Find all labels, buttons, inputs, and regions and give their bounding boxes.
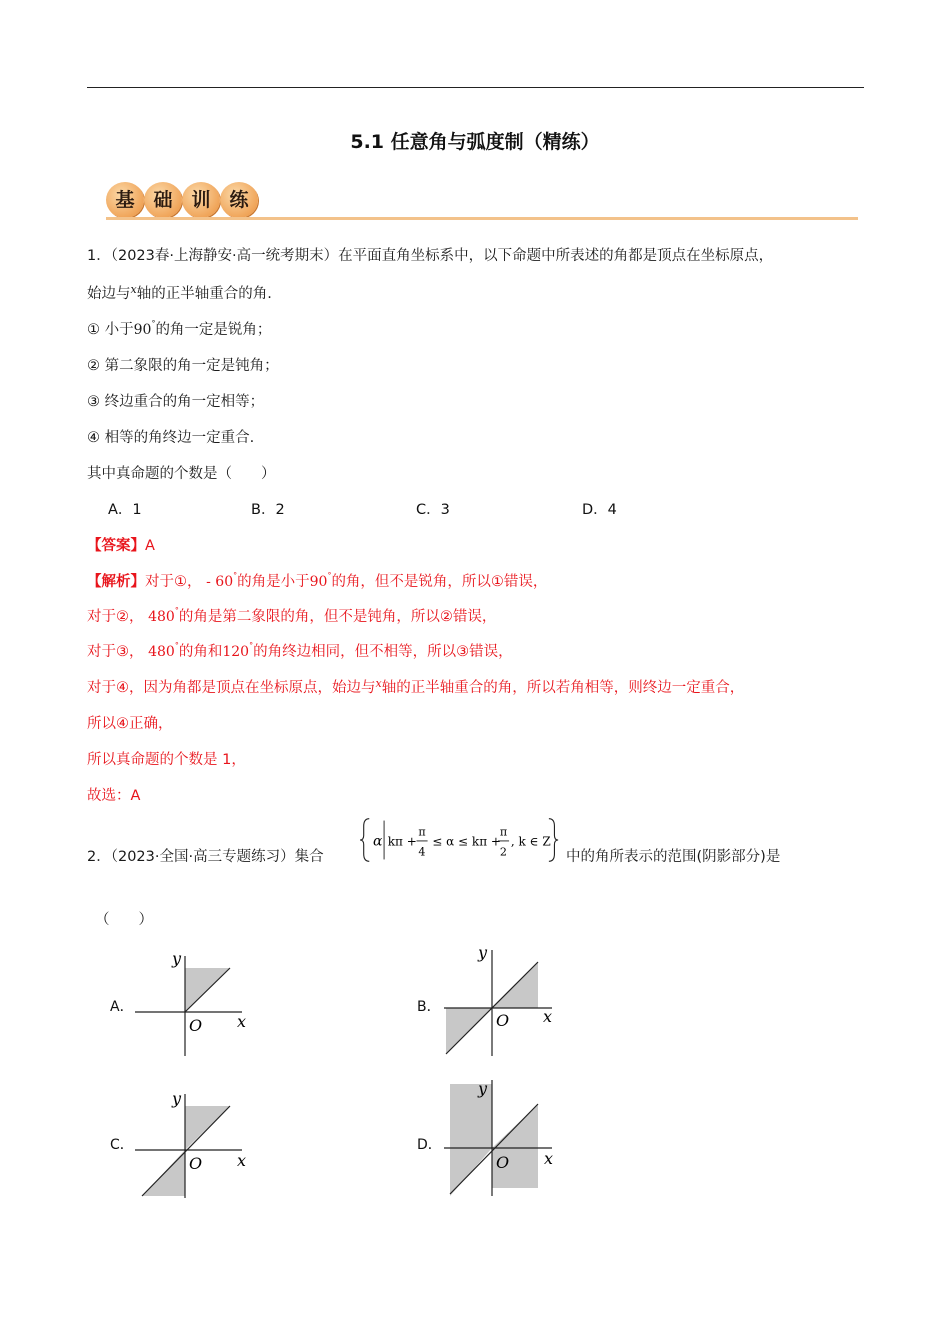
shaded-region-2 xyxy=(492,1104,538,1188)
q1-proposition-3: ③ 终边重合的角一定相等； xyxy=(87,394,265,410)
q1-option-d: D．4 xyxy=(582,502,617,518)
q1-analysis-5: 所以④正确， xyxy=(87,716,173,732)
q1-option-b: B．2 xyxy=(251,502,285,518)
q2-prefix: 2．（2023·全国·高三专题练习）集合 xyxy=(87,849,324,865)
header-rule xyxy=(87,87,864,88)
y-label: y xyxy=(172,949,182,968)
q1-stem-line2: 始边与$^x$轴的正半轴重合的角. xyxy=(87,283,272,302)
q1-analysis-3: 对于③， 480°的角和120°的角终边相同，但不相等，所以③错误， xyxy=(87,641,513,660)
figure-c-label: C． xyxy=(110,1137,134,1153)
q1-analysis-4: 对于④，因为角都是顶点在坐标原点，始边与$^x$轴的正半轴重合的角，所以若角相等，则终边一定重合， xyxy=(87,677,745,696)
figure-d xyxy=(440,1076,570,1200)
set-den-2: 2 xyxy=(499,845,507,859)
section-underline xyxy=(106,217,858,220)
q1-analysis-7: 故选：A xyxy=(87,788,141,804)
q1-answer: 【答案】A xyxy=(87,538,155,554)
set-le: ≤ α ≤ kπ + xyxy=(432,834,502,849)
section-char-1: 基 xyxy=(106,182,144,218)
y-label: y xyxy=(478,1079,488,1098)
set-tail: , k ∈ Z xyxy=(510,834,551,849)
y-label: y xyxy=(172,1089,182,1108)
section-char-3: 训 xyxy=(182,182,220,218)
y-label: y xyxy=(478,943,488,962)
set-den-4: 4 xyxy=(418,845,426,859)
figure-c xyxy=(130,1086,260,1202)
q2-paren: （ ） xyxy=(95,912,153,928)
q1-ask: 其中真命题的个数是（ ） xyxy=(87,466,276,482)
origin-label: O xyxy=(189,1154,203,1173)
q1-option-a: A．1 xyxy=(108,502,142,518)
q2-set-expression xyxy=(352,815,568,865)
origin-label: O xyxy=(496,1153,510,1172)
page-title: 5.1 任意角与弧度制（精练） xyxy=(350,131,600,153)
q1-analysis-1: 【解析】对于①， - 60°的角是小于90°的角，但不是锐角，所以①错误， xyxy=(87,571,548,590)
x-label: x xyxy=(543,1007,553,1026)
figure-a-label: A． xyxy=(110,999,134,1015)
x-label: x xyxy=(237,1012,247,1031)
q1-analysis-2: 对于②， 480°的角是第二象限的角，但不是钝角，所以②错误， xyxy=(87,606,497,625)
origin-label: O xyxy=(189,1016,203,1035)
x-label: x xyxy=(237,1151,247,1170)
figure-b xyxy=(440,940,570,1060)
figure-b-label: B． xyxy=(417,999,441,1015)
q1-proposition-1: ① 小于90°的角一定是锐角； xyxy=(87,319,272,338)
figure-d-label: D． xyxy=(417,1137,442,1153)
q2-suffix: 中的角所表示的范围(阴影部分)是 xyxy=(566,849,781,865)
origin-label: O xyxy=(496,1011,510,1030)
section-char-2: 础 xyxy=(144,182,182,218)
set-pi-1: π xyxy=(418,825,426,839)
x-label: x xyxy=(544,1149,554,1168)
q1-stem-line1: 1．（2023春·上海静安·高一统考期末）在平面直角坐标系中，以下命题中所表述的角都是顶点在坐标原点， xyxy=(87,248,774,264)
shaded-region-1 xyxy=(450,1084,492,1196)
q1-option-c: C．3 xyxy=(416,502,450,518)
section-char-4: 练 xyxy=(220,182,258,218)
left-brace xyxy=(360,819,369,862)
set-alpha: α xyxy=(372,833,383,850)
q1-analysis-6: 所以真命题的个数是 1， xyxy=(87,752,246,768)
figure-a xyxy=(130,948,260,1060)
q1-proposition-2: ② 第二象限的角一定是钝角； xyxy=(87,358,279,374)
set-k1: kπ + xyxy=(387,834,417,849)
q1-proposition-4: ④ 相等的角终边一定重合. xyxy=(87,430,255,446)
set-pi-2: π xyxy=(499,825,508,839)
